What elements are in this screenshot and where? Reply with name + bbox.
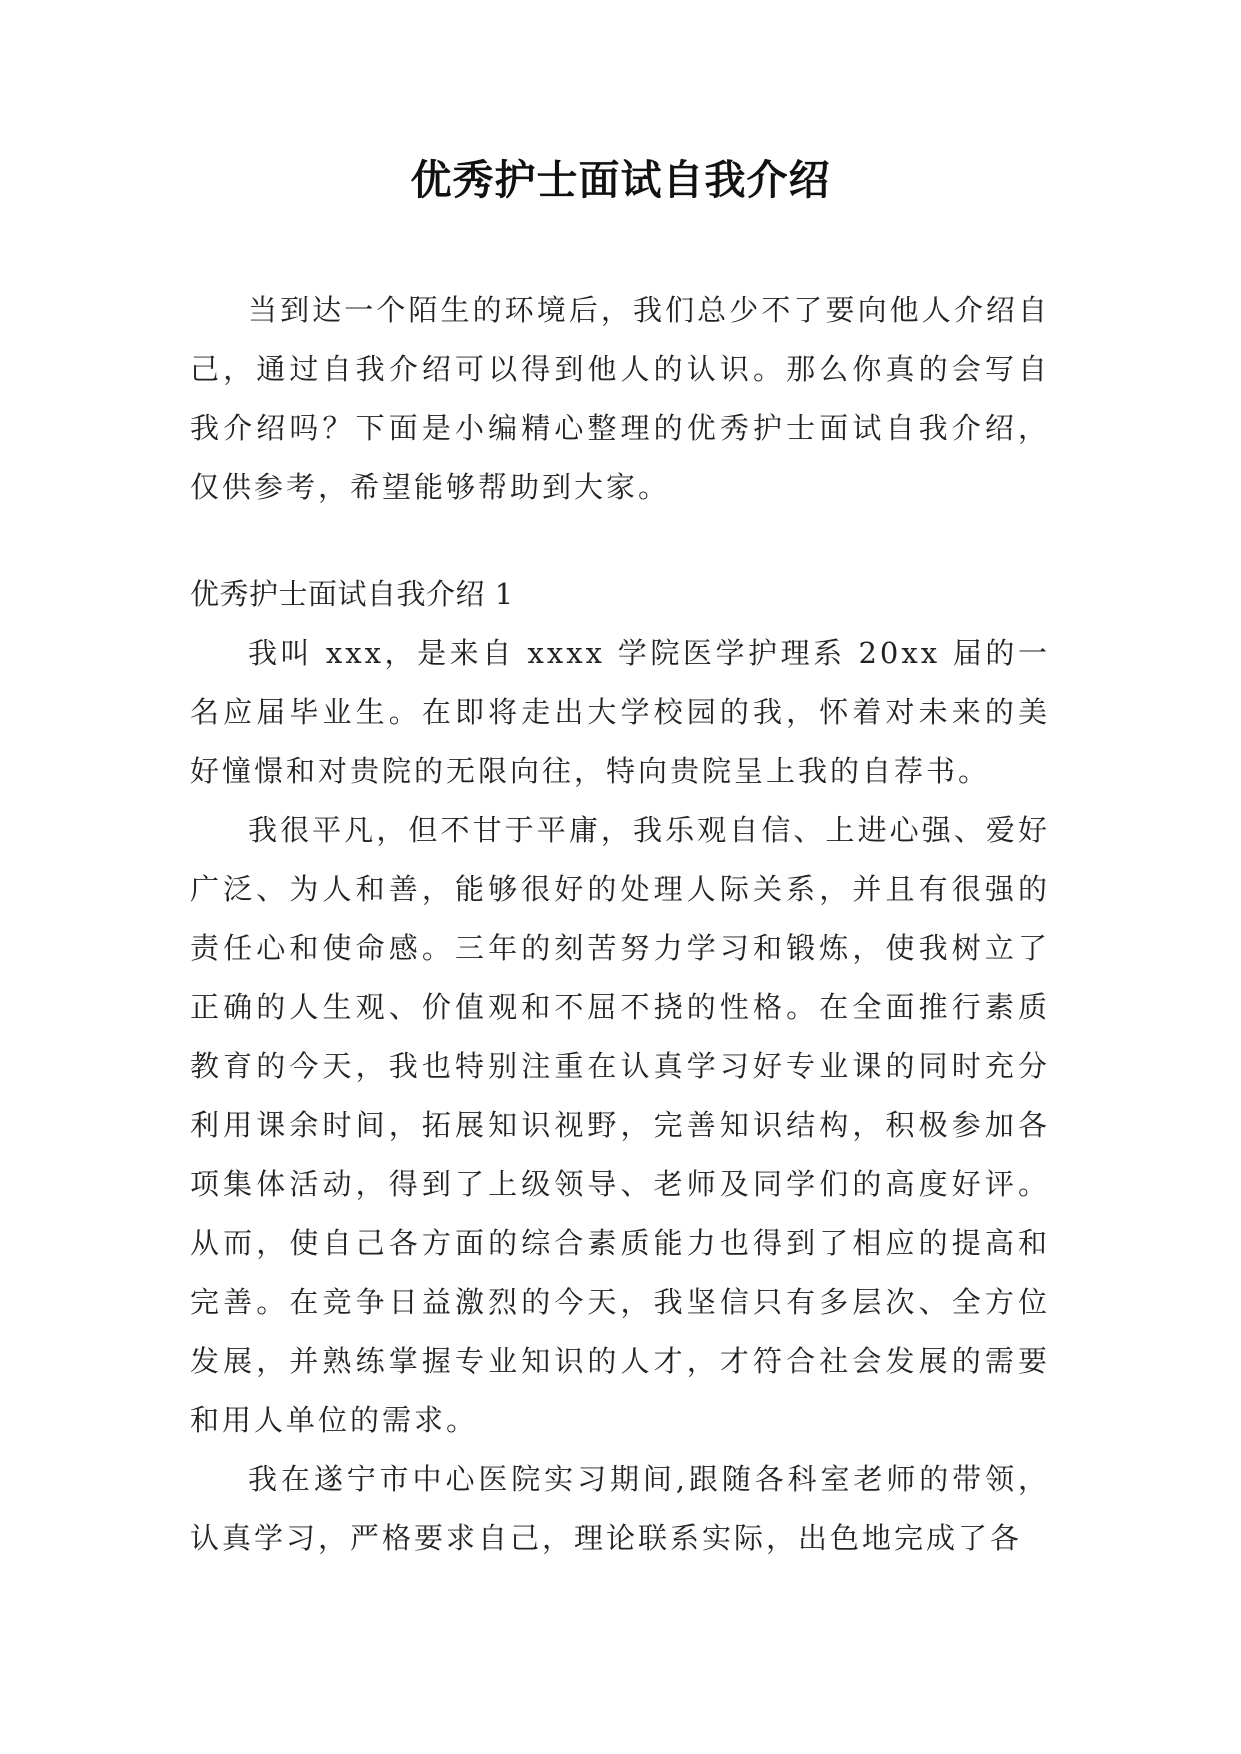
body-paragraph: 我在遂宁市中心医院实习期间,跟随各科室老师的带领，认真学习，严格要求自己，理论联系实际，出色地完成了各 <box>190 1462 1050 1555</box>
body-paragraph: 我叫 xxx，是来自 xxxx 学院医学护理系 20xx 届的一名应届毕业生。在即将走出大学校园的我，怀着对未来的美好憧憬和对贵院的无限向往，特向贵院呈上我的自荐书。 <box>190 636 1050 788</box>
document-body <box>190 281 1050 1568</box>
section-gap <box>190 517 1050 565</box>
document-title: 优秀护士面试自我介绍 <box>410 156 831 204</box>
section-heading: 优秀护士面试自我介绍 1 <box>190 577 514 611</box>
intro-paragraph: 当到达一个陌生的环境后，我们总少不了要向他人介绍自己，通过自我介绍可以得到他人的认识。那么你真的会写自我介绍吗？下面是小编精心整理的优秀护士面试自我介绍，仅供参考，希望能够帮助到大家。 <box>190 293 1050 504</box>
body-paragraph: 我很平凡，但不甘于平庸，我乐观自信、上进心强、爱好广泛、为人和善，能够很好的处理人际关系，并且有很强的责任心和使命感。三年的刻苦努力学习和锻炼，使我树立了正确的人生观、价值观和不屈不挠的性格。在全面推行素质教育的今天，我也特别注重在认真学习好专业课的同时充分利用课余时间，拓展知识视野，完善知识结构，积极参加各项集体活动，得到了上级领导、老师及同学们的高度好评。从而，使自己各方面的综合素质能力也得到了相应的提高和完善。在竞争日益激烈的今天，我坚信只有多层次、全方位发展，并熟练掌握专业知识的人才，才符合社会发展的需要和用人单位的需求。 <box>190 813 1050 1437</box>
